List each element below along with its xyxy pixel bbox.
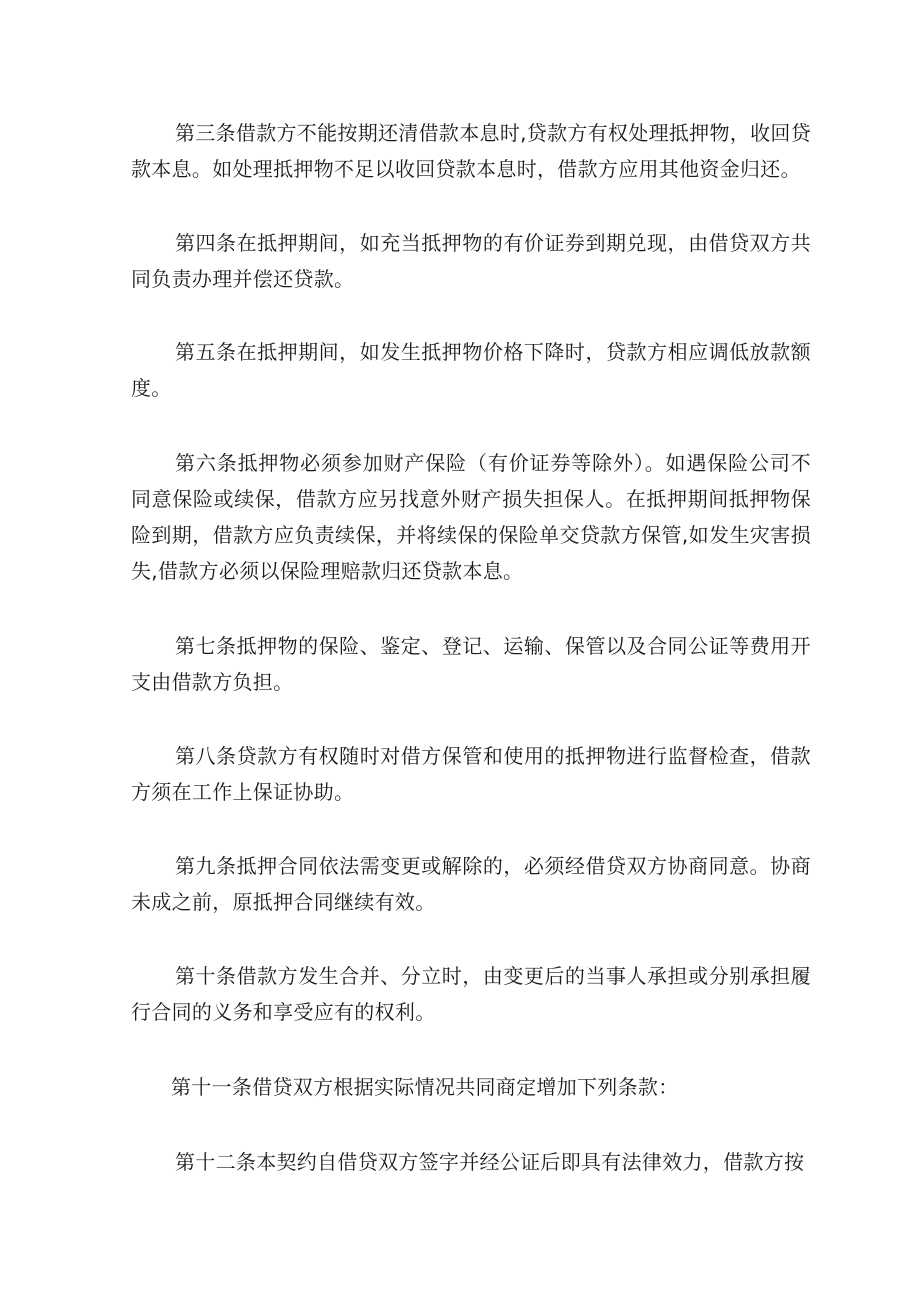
clause-4: 第四条在抵押期间，如充当抵押物的有价证券到期兑现，由借贷双方共同负责办理并偿还贷款。 [131,231,811,291]
clause-6: 第六条抵押物必须参加财产保险（有价证券等除外）。如遇保险公司不同意保险或续保，借款方应另找意外财产损失担保人。在抵押期间抵押物保险到期，借款方应负责续保，并将续保的保险单交贷款方保管,如发生灾害损失,借款方必须以保险理赔款归还贷款本息。 [131,451,811,583]
clause-8: 第八条贷款方有权随时对借方保管和使用的抵押物进行监督检查，借款方须在工作上保证协助。 [131,744,811,804]
clause-7: 第七条抵押物的保险、鉴定、登记、运输、保管以及合同公证等费用开支由借款方负担。 [131,634,811,694]
clause-3: 第三条借款方不能按期还清借款本息时,贷款方有权处理抵押物，收回贷款本息。如处理抵押物不足以收回贷款本息时，借款方应用其他资金归还。 [131,121,811,181]
clause-11: 第十一条借贷双方根据实际情况共同商定增加下列条款： [171,1075,679,1099]
clause-9: 第九条抵押合同依法需变更或解除的，必须经借贷双方协商同意。协商未成之前，原抵押合同继续有效。 [131,854,811,914]
clause-10: 第十条借款方发生合并、分立时，由变更后的当事人承担或分别承担履行合同的义务和享受应有的权利。 [131,964,811,1024]
clause-12: 第十二条本契约自借贷双方签字并经公证后即具有法律效力，借款方按 [175,1150,805,1174]
clause-5: 第五条在抵押期间，如发生抵押物价格下降时，贷款方相应调低放款额度。 [131,340,811,400]
